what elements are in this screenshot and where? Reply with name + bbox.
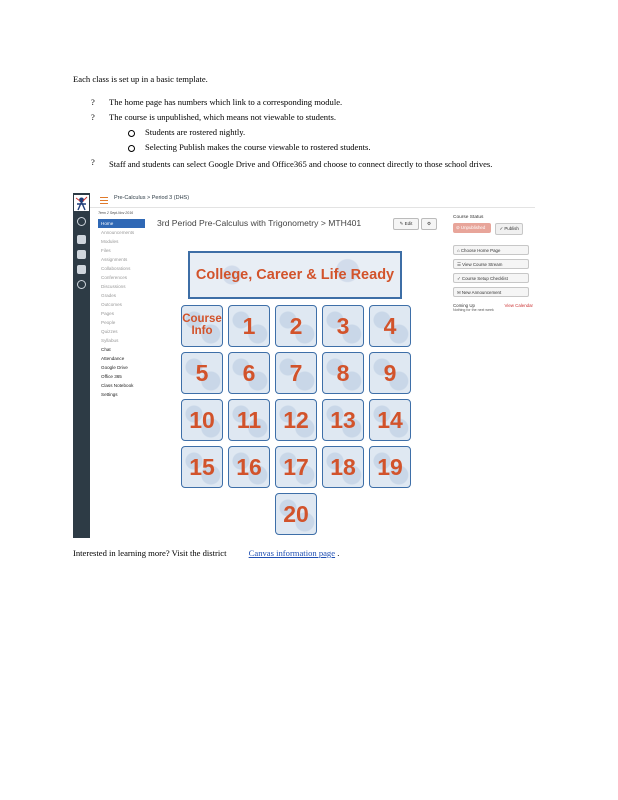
dashboard-icon[interactable] [77, 217, 86, 226]
gear-icon: ⚙ [426, 221, 432, 226]
canvas-info-link[interactable]: Canvas information page [248, 548, 336, 558]
footer-end: . [337, 548, 340, 558]
coming-up [453, 303, 533, 312]
module-number: 17 [283, 454, 309, 480]
action-icon: ✓ [457, 276, 461, 281]
ccl-banner[interactable]: College, Career & Life Ready [188, 251, 402, 299]
unpublished-button[interactable]: ⊘ Unpublished [453, 223, 491, 233]
inbox-icon[interactable] [77, 265, 86, 274]
pencil-icon: ✎ [399, 221, 404, 226]
bullet-text: The home page has numbers which link to a corresponding module. [109, 97, 343, 107]
course-nav-item[interactable]: Modules [101, 239, 119, 244]
course-nav-item[interactable]: Discussions [101, 284, 126, 289]
action-icon: ✉ [457, 290, 461, 295]
course-nav-item[interactable]: Syllabus [101, 338, 119, 343]
course-nav-item[interactable]: Files [101, 248, 111, 253]
module-tile[interactable] [322, 305, 364, 347]
module-tile[interactable] [369, 352, 411, 394]
footer-lead: Interested in learning more? Visit the district [73, 548, 227, 558]
module-number: 6 [242, 360, 256, 386]
module-tile[interactable] [228, 446, 270, 488]
canvas-screenshot [73, 193, 535, 538]
action-icon: ☰ [457, 262, 461, 267]
module-tile[interactable] [228, 352, 270, 394]
module-number: 8 [336, 360, 350, 386]
module-number: 4 [383, 313, 397, 339]
bullet-marker: ? [91, 112, 95, 122]
module-number: 11 [236, 407, 262, 433]
sidebar-action-button[interactable]: ✉ New Announcement [453, 287, 529, 297]
bullet-marker: ? [91, 97, 95, 107]
module-number: 15 [189, 454, 215, 480]
module-number: 1 [242, 313, 256, 339]
module-tile[interactable] [275, 305, 317, 347]
module-number: 7 [289, 360, 303, 386]
help-icon[interactable] [77, 280, 86, 289]
course-nav-item[interactable]: Attendance [101, 356, 125, 361]
edit-button[interactable]: ✎ Edit [393, 218, 419, 230]
module-tile[interactable] [322, 352, 364, 394]
module-tile[interactable] [181, 399, 223, 441]
page-title: 3rd Period Pre-Calculus with Trigonometry > MTH401 [157, 218, 362, 228]
sidebar-action-button[interactable]: ✓ Course Setup Checklist [453, 273, 529, 283]
course-nav-item[interactable]: Conferences [101, 275, 128, 280]
sub-bullet-text: Selecting Publish makes the course viewable to rostered students. [145, 142, 371, 152]
sub-bullet-marker [128, 127, 135, 137]
course-nav-item[interactable]: Chat [101, 347, 111, 352]
course-nav-item[interactable]: Quizzes [101, 329, 118, 334]
module-number: 13 [330, 407, 356, 433]
module-tile[interactable] [369, 305, 411, 347]
course-nav-item[interactable]: Settings [101, 392, 118, 397]
sidebar-action-button[interactable]: ☰ View Course Stream [453, 259, 529, 269]
coming-up-label: Coming Up [453, 303, 475, 308]
module-tile[interactable] [275, 493, 317, 535]
intro-text: Each class is set up in a basic template. [73, 74, 208, 84]
module-tile[interactable] [369, 399, 411, 441]
publish-button[interactable]: ✓ Publish [495, 223, 522, 235]
module-number: 10 [189, 407, 215, 433]
module-tile[interactable] [322, 399, 364, 441]
course-nav-item[interactable]: People [101, 320, 116, 325]
course-nav-item[interactable]: Collaborations [101, 266, 131, 271]
course-status-heading: Course Status [453, 215, 484, 220]
menu-icon[interactable] [100, 197, 108, 204]
module-number: 20 [283, 501, 309, 527]
global-navigation [73, 193, 90, 538]
district-logo [74, 195, 89, 211]
module-number: 18 [330, 454, 356, 480]
module-tile[interactable] [275, 352, 317, 394]
module-number: 12 [283, 407, 309, 433]
breadcrumb[interactable]: Pre-Calculus > Period 3 (DHS) [114, 195, 190, 201]
course-nav-item[interactable]: Grades [101, 293, 117, 298]
course-info-tile[interactable]: Course Info [181, 305, 223, 347]
footer-line [73, 548, 339, 558]
action-icon: ⌂ [457, 248, 460, 253]
course-nav-item[interactable]: Google Drive [101, 365, 128, 370]
module-number: 16 [236, 454, 262, 480]
view-calendar-link[interactable]: View Calendar [504, 303, 533, 308]
course-nav-item[interactable]: Home [98, 219, 145, 228]
sub-bullet-marker [128, 142, 135, 152]
module-number: 3 [336, 313, 350, 339]
module-tile[interactable] [275, 399, 317, 441]
course-nav-item[interactable]: Announcements [101, 230, 135, 235]
course-nav-item[interactable]: Outcomes [101, 302, 122, 307]
module-number: 2 [289, 313, 303, 339]
sub-bullet-text: Students are rostered nightly. [145, 127, 246, 137]
module-tile[interactable] [275, 446, 317, 488]
module-number: 9 [383, 360, 397, 386]
term-label: Term 2 Sept-Nov 2016 [98, 211, 134, 215]
course-nav-item[interactable]: Assignments [101, 257, 128, 262]
course-navigation [98, 211, 148, 399]
bullet-marker: ? [91, 157, 95, 167]
module-tile[interactable] [181, 352, 223, 394]
bullet-text: The course is unpublished, which means not viewable to students. [109, 112, 336, 122]
course-nav-item[interactable]: Office 365 [101, 374, 122, 379]
bullet-text: Staff and students can select Google Drive and Office365 and choose to connect directly to those school drives. [109, 159, 493, 169]
course-status-sidebar [453, 215, 533, 312]
module-number: 19 [377, 454, 403, 480]
sidebar-action-button[interactable]: ⌂ Choose Home Page [453, 245, 529, 255]
settings-menu-button[interactable] [421, 218, 437, 230]
module-tile[interactable] [228, 305, 270, 347]
module-tile[interactable] [181, 446, 223, 488]
courses-icon[interactable] [77, 235, 86, 244]
calendar-icon[interactable] [77, 250, 86, 259]
module-tile[interactable] [369, 446, 411, 488]
coming-up-text: Nothing for the next week [453, 308, 494, 312]
module-number: 5 [195, 360, 209, 386]
breadcrumb-bar [90, 193, 535, 208]
course-nav-item[interactable]: Class Notebook [101, 383, 134, 388]
module-number: 14 [377, 407, 403, 433]
module-tile[interactable] [228, 399, 270, 441]
course-nav-item[interactable]: Pages [101, 311, 115, 316]
module-tile[interactable] [322, 446, 364, 488]
